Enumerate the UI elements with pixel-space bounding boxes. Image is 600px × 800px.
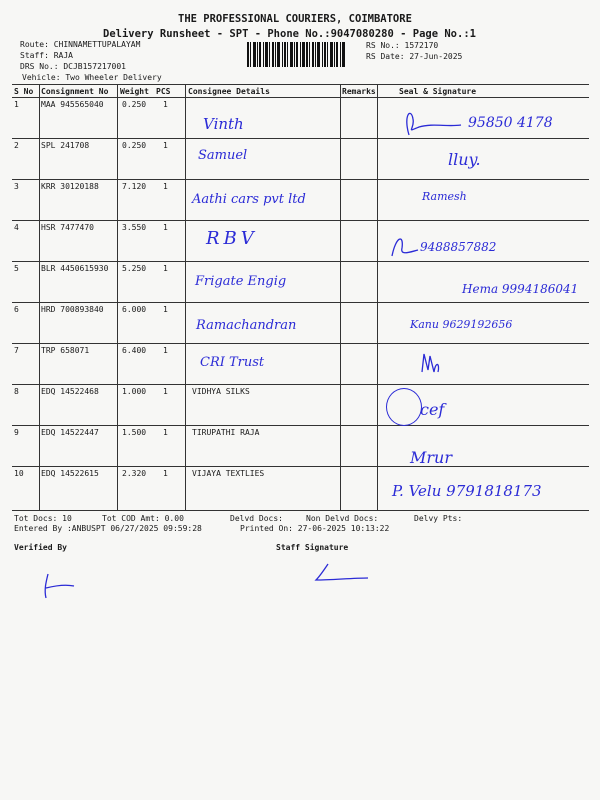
row-10-weight: 2.320 (122, 469, 147, 478)
verified-by-label: Verified By (14, 543, 67, 552)
col-divider (117, 84, 118, 510)
row-1-signature-text: 95850 4178 (468, 115, 553, 131)
rs-date-label: RS Date: 27-Jun-2025 (366, 52, 463, 61)
barcode (247, 42, 363, 67)
row-1-signature-scribble (397, 105, 467, 139)
col-header-remarks: Remarks (342, 87, 376, 96)
row-10-signature-text: P. Velu 9791818173 (392, 482, 542, 500)
row-5-weight: 5.250 (122, 264, 147, 273)
staff-signature-label: Staff Signature (276, 543, 349, 552)
row-7-handwritten-name: CRI Trust (200, 355, 265, 370)
route-label: Route: CHINNAMETTUPALAYAM (20, 40, 141, 49)
delivery-points: Delvy Pts: (414, 514, 463, 523)
row-2-pcs: 1 (163, 141, 168, 150)
entered-by: Entered By :ANBUSPT 06/27/2025 09:59:28 (14, 524, 202, 533)
printed-on: Printed On: 27-06-2025 10:13:22 (240, 524, 390, 533)
col-divider (377, 84, 378, 510)
row-9-consignee: TIRUPATHI RAJA (192, 428, 260, 437)
row-6-sno: 6 (14, 305, 19, 314)
row-4-signature-scribble (388, 230, 422, 260)
row-7-weight: 6.400 (122, 346, 147, 355)
row-6-handwritten-name: Ramachandran (196, 318, 297, 333)
col-header-pcs: PCS (156, 87, 171, 96)
row-3-consignment: KRR 30120188 (41, 182, 99, 191)
row-8-weight: 1.000 (122, 387, 147, 396)
row-1-weight: 0.250 (122, 100, 147, 109)
row-5-handwritten-name: Frigate Engig (195, 274, 287, 289)
row-8-consignment: EDQ 14522468 (41, 387, 99, 396)
row-4-handwritten-name: RBV (206, 228, 258, 249)
total-docs: Tot Docs: 10 (14, 514, 72, 523)
row-9-sno: 9 (14, 428, 19, 437)
col-header-consignment: Consignment No (41, 87, 109, 96)
col-header-consignee: Consignee Details (188, 87, 270, 96)
row-2-handwritten-name: Samuel (198, 148, 248, 163)
table-header-border (12, 97, 589, 98)
table-top-border (12, 84, 589, 85)
col-divider (39, 84, 40, 510)
row-9-consignment: EDQ 14522447 (41, 428, 99, 437)
row-8-pcs: 1 (163, 387, 168, 396)
row-5-consignment: BLR 4450615930 (41, 264, 109, 273)
row-4-weight: 3.550 (122, 223, 147, 232)
row-4-signature-text: 9488857882 (420, 240, 497, 254)
row-5-pcs: 1 (163, 264, 168, 273)
col-divider (340, 84, 341, 510)
company-title: THE PROFESSIONAL COURIERS, COIMBATORE (178, 13, 412, 25)
non-delivered-docs: Non Delvd Docs: (306, 514, 379, 523)
row-3-signature-text: Ramesh (422, 190, 467, 203)
row-2-consignment: SPL 241708 (41, 141, 90, 150)
runsheet-subtitle: Delivery Runsheet - SPT - Phone No.:9047080280 - Page No.:1 (103, 28, 476, 40)
row-3-handwritten-name: Aathi cars pvt ltd (192, 192, 306, 207)
row-3-weight: 7.120 (122, 182, 147, 191)
row-7-consignment: TRP 658071 (41, 346, 90, 355)
row-10-consignment: EDQ 14522615 (41, 469, 99, 478)
row-6-weight: 6.000 (122, 305, 147, 314)
row-8-seal-stamp (386, 388, 422, 426)
row-6-pcs: 1 (163, 305, 168, 314)
row-10-pcs: 1 (163, 469, 168, 478)
row-2-weight: 0.250 (122, 141, 147, 150)
delivered-docs: Delvd Docs: (230, 514, 283, 523)
row-6-consignment: HRD 700893840 (41, 305, 104, 314)
verified-by-signature (40, 570, 80, 600)
row-1-pcs: 1 (163, 100, 168, 109)
total-cod-amount: Tot COD Amt: 0.00 (102, 514, 184, 523)
row-10-consignee: VIJAYA TEXTLIES (192, 469, 265, 478)
rs-no-label: RS No.: 1572170 (366, 41, 439, 50)
row-4-sno: 4 (14, 223, 19, 232)
col-header-sno: S No (14, 87, 34, 96)
row-8-consignee: VIDHYA SILKS (192, 387, 250, 396)
vehicle-label: Vehicle: Two Wheeler Delivery (22, 73, 162, 82)
row-7-pcs: 1 (163, 346, 168, 355)
col-divider (185, 84, 186, 510)
row-7-sno: 7 (14, 346, 19, 355)
row-1-consignment: MAA 945565040 (41, 100, 104, 109)
row-9-pcs: 1 (163, 428, 168, 437)
row-6-signature-text: Kanu 9629192656 (410, 318, 513, 331)
staff-label: Staff: RAJA (20, 51, 73, 60)
row-4-pcs: 1 (163, 223, 168, 232)
row-1-handwritten-name: Vinth (203, 115, 244, 133)
row-3-pcs: 1 (163, 182, 168, 191)
row-3-sno: 3 (14, 182, 19, 191)
row-9-signature-text: Mrur (410, 448, 452, 467)
row-1-sno: 1 (14, 100, 19, 109)
row-5-signature-text: Hema 9994186041 (462, 282, 579, 296)
row-4-consignment: HSR 7477470 (41, 223, 94, 232)
row-8-sno: 8 (14, 387, 19, 396)
row-10-sno: 10 (14, 469, 24, 478)
col-header-weight: Weight (120, 87, 149, 96)
col-header-seal: Seal & Signature (399, 87, 477, 96)
staff-signature-mark (312, 560, 372, 584)
row-2-signature-text: lluy. (448, 150, 481, 169)
drs-label: DRS No.: DCJB157217001 (20, 62, 126, 71)
row-5-sno: 5 (14, 264, 19, 273)
row-2-sno: 2 (14, 141, 19, 150)
row-8-signature-text: cef (420, 400, 445, 419)
row-9-weight: 1.500 (122, 428, 147, 437)
row-7-signature-scribble (418, 350, 442, 376)
